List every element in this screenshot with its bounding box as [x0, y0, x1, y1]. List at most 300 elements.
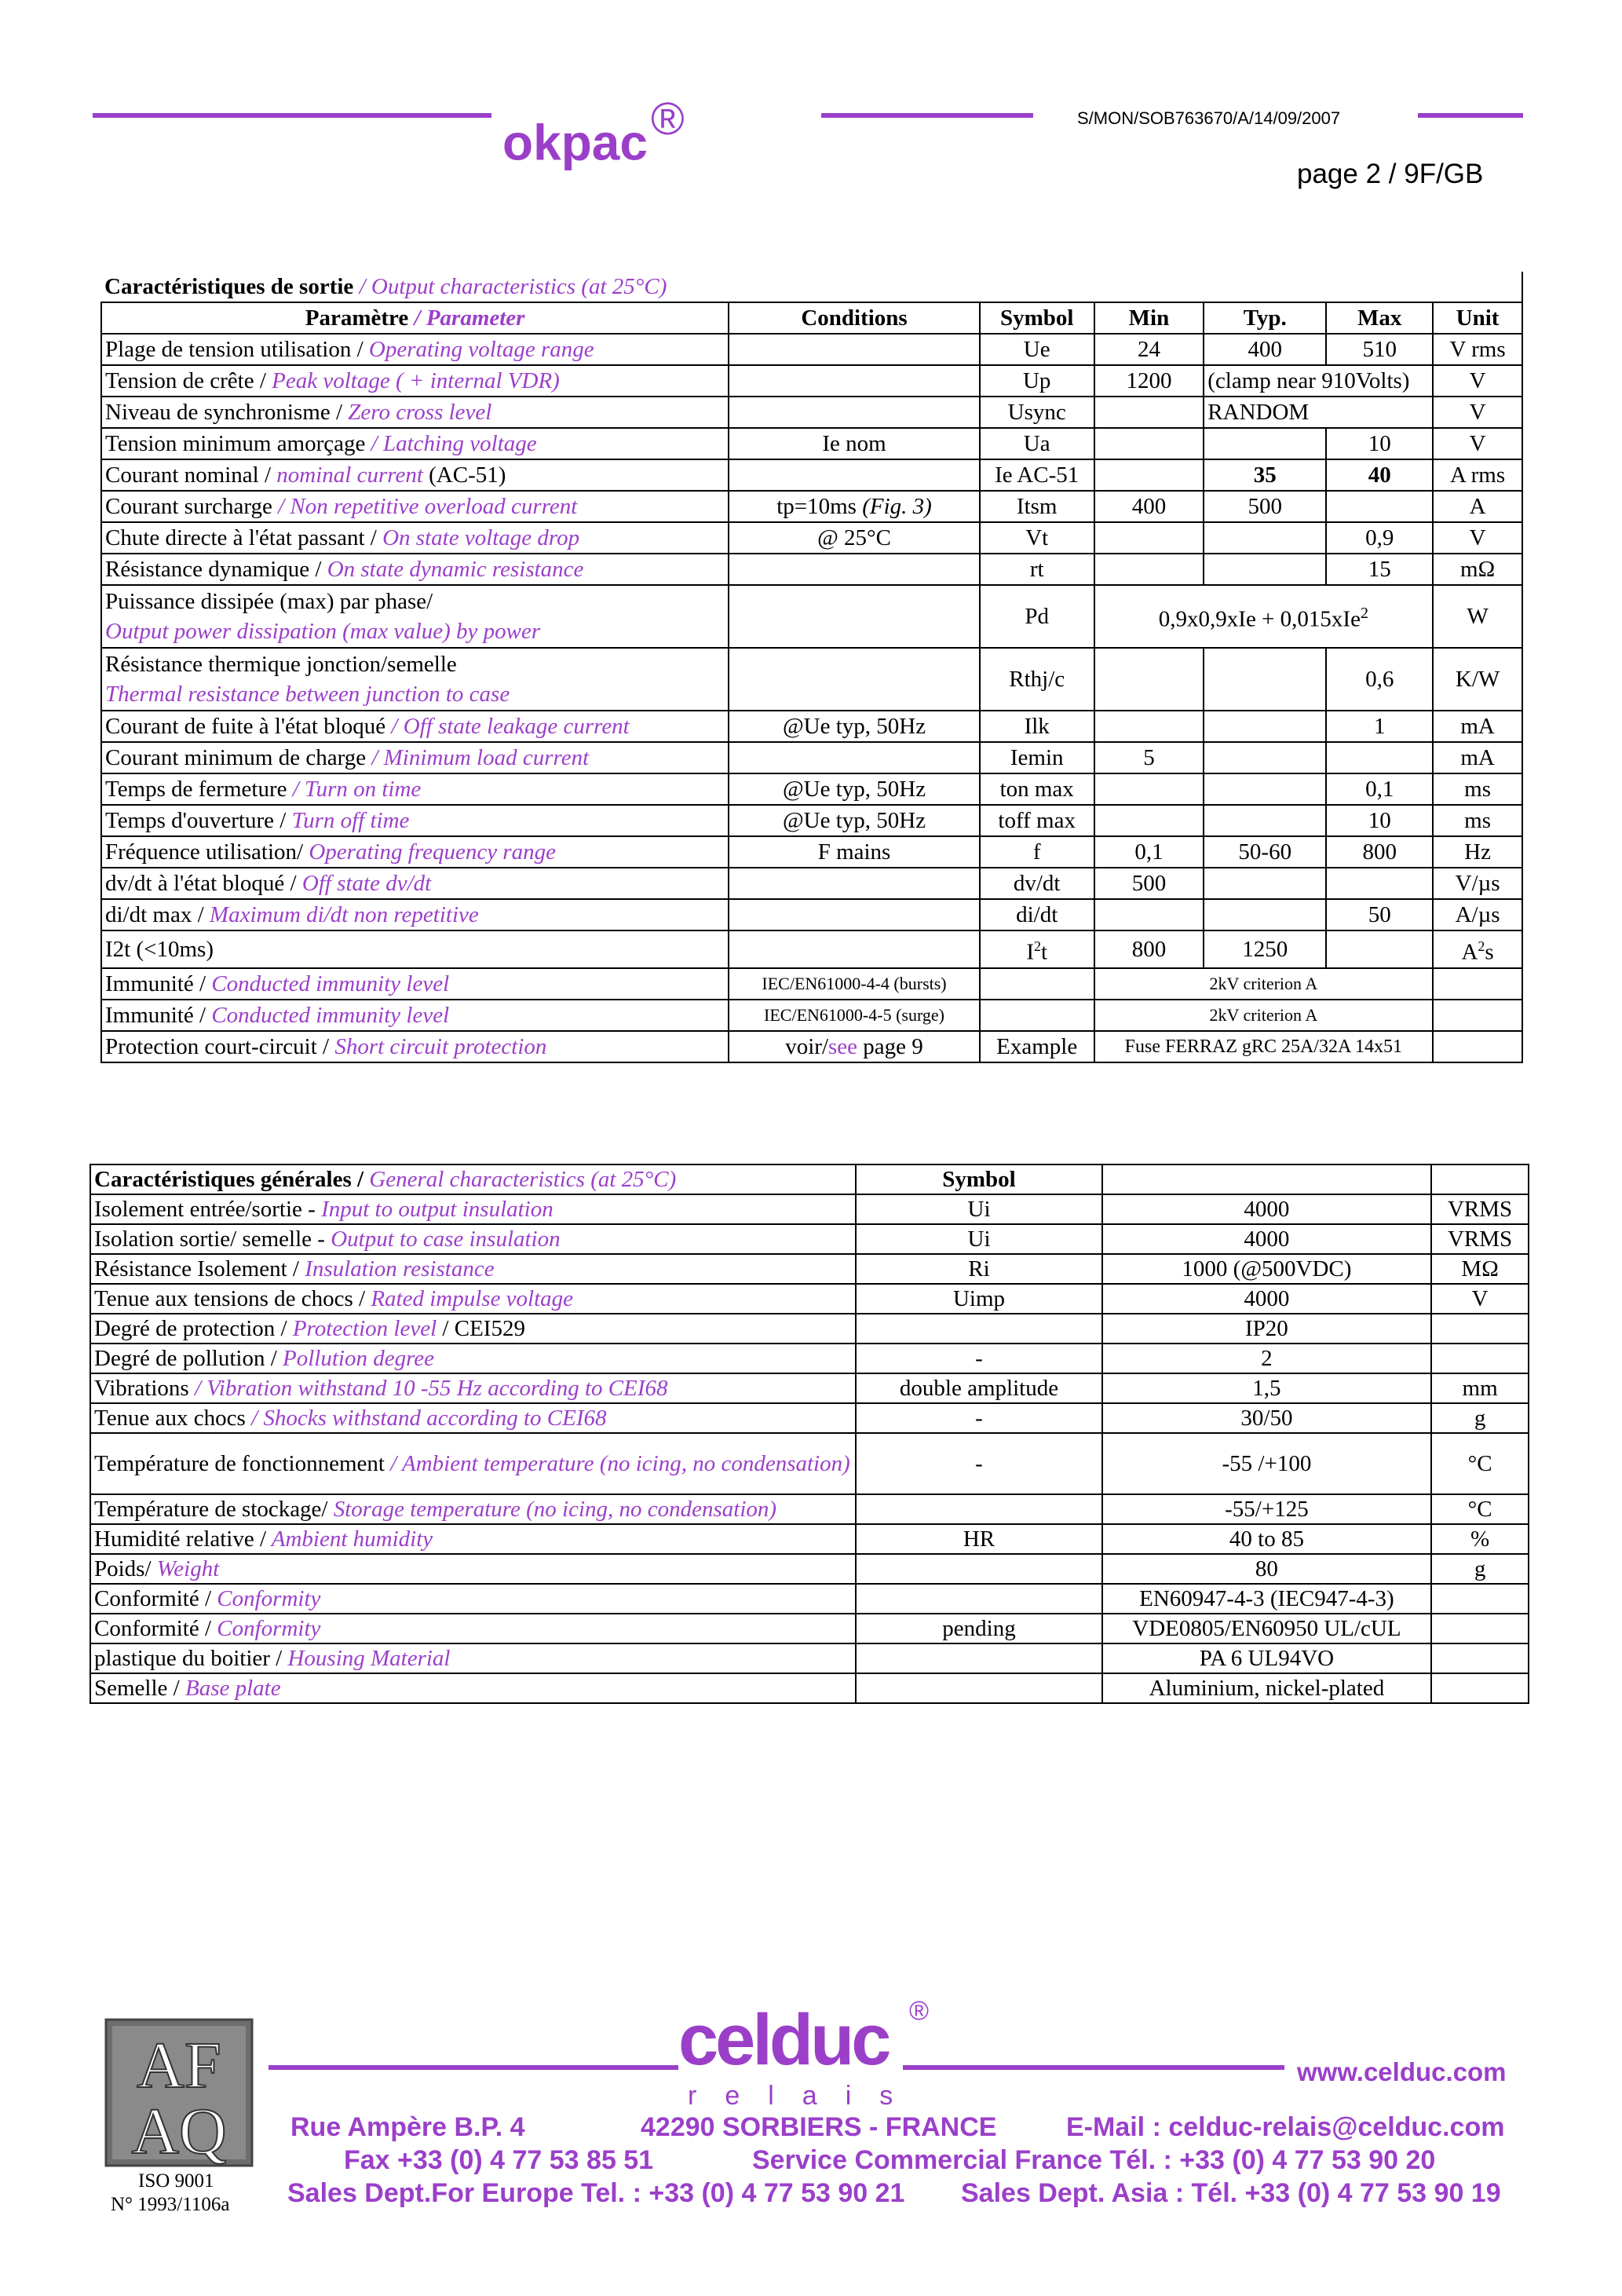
typ-cell: [1204, 428, 1326, 459]
output-title-fr: Caractéristiques de sortie: [104, 274, 354, 299]
symbol-value: Ie AC-51: [995, 462, 1080, 488]
min-cell: [1094, 742, 1204, 773]
symbol-cell: [980, 459, 1094, 491]
symbol-cell: [980, 585, 1094, 648]
merged-value-cell: [1094, 1031, 1434, 1062]
parameter-en: Conducted immunity level: [206, 1002, 450, 1028]
unit-cell: [1433, 554, 1522, 585]
min-value: 400: [1131, 494, 1167, 519]
unit-cell: [1433, 930, 1522, 968]
iso-number: N° 1993/1106a: [111, 2194, 230, 2215]
unit-value: A/µs: [1455, 902, 1500, 927]
parameter-en: Peak voltage ( + internal VDR): [265, 368, 560, 393]
general-value-cell: [1102, 1584, 1432, 1614]
parameter-en: / Minimum load current: [366, 745, 590, 770]
general-unit-cell: [1431, 1643, 1529, 1673]
typ-cell: [1204, 554, 1326, 585]
general-value-cell: [1102, 1314, 1432, 1344]
general-parameter-en: Insulation resistance: [298, 1256, 495, 1281]
unit-value: mΩ: [1460, 557, 1496, 582]
parameter-en: Off state dv/dt: [296, 871, 432, 896]
output-row: [101, 1000, 1522, 1031]
condition-value: IEC/EN61000-4-4 (bursts): [762, 973, 947, 993]
typ-cell: [1204, 930, 1326, 968]
symbol-value: rt: [1029, 557, 1044, 582]
parameter-en: / Non repetitive overload current: [272, 494, 578, 519]
general-value-cell: [1102, 1344, 1432, 1373]
typ-value: 50-60: [1238, 839, 1292, 865]
general-header-row: [90, 1164, 1529, 1194]
symbol-cell: [980, 968, 1094, 1000]
parameter-en: Turn off time: [286, 808, 410, 833]
general-symbol: Uimp: [952, 1286, 1006, 1311]
general-value: 40 to 85: [1229, 1526, 1304, 1552]
general-characteristics-table: [90, 1164, 1529, 1704]
output-header-row: [101, 302, 1522, 334]
parameter-fr: di/dt max /: [105, 902, 204, 927]
general-value-cell: [1102, 1524, 1432, 1554]
output-row: [101, 899, 1522, 930]
general-title-fr: Caractéristiques générales /: [94, 1167, 364, 1192]
general-parameter-fr: Degré de protection /: [94, 1316, 287, 1341]
general-parameter-cell: [90, 1643, 856, 1673]
typ-cell: [1204, 711, 1326, 742]
general-unit: V: [1471, 1286, 1489, 1311]
unit-cell: [1433, 899, 1522, 930]
parameter-cell: [101, 522, 729, 554]
condition-tail: page 9: [857, 1033, 923, 1059]
merged-value: 2kV criterion A: [1209, 973, 1318, 993]
unit-value: A: [1469, 494, 1486, 519]
conditions-cell: [729, 968, 980, 1000]
condition-value: tp=10ms: [776, 494, 857, 519]
symbol-value: Up: [1022, 368, 1051, 393]
condition-note: (Fig. 3): [856, 494, 932, 519]
conditions-cell: [729, 773, 980, 805]
symbol-value: Iemin: [1010, 745, 1064, 770]
merged-value: Fuse FERRAZ gRC 25A/32A 14x51: [1124, 1036, 1403, 1057]
parameter-fr: Temps d'ouverture /: [105, 808, 287, 833]
unit-value: V: [1469, 525, 1486, 550]
general-parameter-cell: [90, 1194, 856, 1224]
min-value: 500: [1131, 871, 1167, 896]
general-value: 4000: [1244, 1227, 1290, 1252]
max-cell: [1326, 899, 1433, 930]
general-symbol: Ui: [967, 1227, 991, 1252]
parameter-cell: [101, 459, 729, 491]
symbol-value: Ue: [1023, 337, 1050, 362]
max-cell: [1326, 428, 1433, 459]
unit-cell: [1433, 648, 1522, 711]
parameter-fr: Puissance dissipée (max) par phase/: [105, 589, 433, 614]
unit-cell: [1433, 459, 1522, 491]
footer-email[interactable]: E-Mail : celduc-relais@celduc.com: [1066, 2112, 1505, 2142]
min-cell: [1094, 554, 1204, 585]
general-symbol-cell: [856, 1433, 1101, 1494]
general-unit-cell: [1431, 1494, 1529, 1524]
general-header-symbol: Symbol: [856, 1164, 1101, 1194]
output-row: [101, 459, 1522, 491]
parameter-cell: [101, 868, 729, 899]
general-unit: mm: [1462, 1376, 1498, 1401]
condition-value: IEC/EN61000-4-5 (surge): [764, 1004, 944, 1025]
parameter-fr: Courant minimum de charge: [105, 745, 367, 770]
general-parameter-en: / Vibration withstand 10 -55 Hz according to CEI68: [188, 1376, 668, 1401]
max-value: 40: [1368, 462, 1391, 488]
unit-value: mA: [1460, 714, 1495, 739]
general-row: [90, 1344, 1529, 1373]
symbol-cell: [980, 397, 1094, 428]
general-value-cell: [1102, 1643, 1432, 1673]
max-cell: [1326, 491, 1433, 522]
general-title-en: General characteristics (at 25°C): [363, 1167, 677, 1192]
conditions-cell: [729, 742, 980, 773]
typ-value: RANDOM: [1207, 400, 1310, 425]
symbol-value: Pd: [1025, 604, 1049, 629]
conditions-cell: [729, 711, 980, 742]
symbol-cell: [980, 554, 1094, 585]
parameter-fr: Courant de fuite à l'état bloqué: [105, 714, 386, 739]
symbol-cell: [980, 930, 1094, 968]
footer-service-france: Service Commercial France Tél. : +33 (0) 4 77 53 90 20: [752, 2145, 1436, 2175]
afaq-top-letters: AF: [137, 2029, 221, 2102]
general-value: 80: [1255, 1556, 1278, 1581]
website-link[interactable]: www.celduc.com: [1297, 2057, 1507, 2086]
general-parameter-fr: Conformité /: [94, 1616, 212, 1641]
parameter-cell: [101, 805, 729, 836]
symbol-cell: [980, 428, 1094, 459]
min-value: 800: [1131, 936, 1167, 962]
max-value: 0,6: [1365, 667, 1394, 692]
general-value-cell: [1102, 1554, 1432, 1584]
general-row: [90, 1673, 1529, 1703]
general-parameter-fr: Température de fonctionnement: [94, 1451, 385, 1476]
general-unit: MΩ: [1461, 1256, 1499, 1281]
general-value: 4000: [1244, 1286, 1290, 1311]
min-cell: [1094, 522, 1204, 554]
general-parameter-fr: Tenue aux chocs: [94, 1406, 246, 1431]
general-symbol-cell: [856, 1284, 1101, 1314]
max-value: 0,1: [1365, 777, 1394, 802]
symbol-cell: [980, 522, 1094, 554]
general-value-cell: [1102, 1403, 1432, 1433]
min-cell: [1094, 397, 1204, 428]
general-parameter-en: Rated impulse voltage: [365, 1286, 574, 1311]
general-unit-cell: [1431, 1524, 1529, 1554]
general-value: IP20: [1245, 1316, 1288, 1341]
general-parameter-cell: [90, 1524, 856, 1554]
parameter-en: Zero cross level: [342, 400, 492, 425]
general-value-cell: [1102, 1433, 1432, 1494]
parameter-fr: Résistance dynamique /: [105, 557, 322, 582]
unit-value: K/W: [1455, 667, 1500, 692]
min-value: 0,1: [1134, 839, 1164, 865]
parameter-cell: [101, 334, 729, 365]
general-unit-cell: [1431, 1584, 1529, 1614]
output-row: [101, 805, 1522, 836]
symbol-value: Ua: [1023, 431, 1050, 456]
conditions-cell: [729, 1031, 980, 1062]
unit-cell: [1433, 742, 1522, 773]
parameter-fr: dv/dt à l'état bloqué /: [105, 871, 297, 896]
general-parameter-fr: Humidité relative /: [94, 1526, 267, 1552]
general-value: PA 6 UL94VO: [1199, 1646, 1335, 1671]
general-row: [90, 1584, 1529, 1614]
general-symbol-cell: [856, 1494, 1101, 1524]
celduc-logo: celduc: [678, 2000, 889, 2080]
general-unit: °C: [1467, 1451, 1492, 1476]
parameter-en: Conducted immunity level: [206, 971, 450, 996]
formula-value: 0,9x0,9xIe + 0,015xIe: [1158, 606, 1361, 632]
general-parameter-en: Conformity: [211, 1586, 321, 1611]
unit-value: A rms: [1450, 462, 1506, 488]
output-row: [101, 648, 1522, 711]
typ-cell: [1204, 899, 1326, 930]
unit-cell: [1433, 868, 1522, 899]
general-value-cell: [1102, 1614, 1432, 1643]
symbol-value: dv/dt: [1013, 871, 1061, 896]
general-unit-cell: [1431, 1403, 1529, 1433]
parameter-cell: [101, 1000, 729, 1031]
general-unit: g: [1474, 1406, 1486, 1431]
typ-cell: [1204, 334, 1326, 365]
general-parameter-cell: [90, 1554, 856, 1584]
parameter-en: nominal current: [271, 462, 423, 488]
typ-cell: [1204, 805, 1326, 836]
symbol-cell: [980, 1000, 1094, 1031]
unit-cell: [1433, 1031, 1522, 1062]
general-unit-cell: [1431, 1284, 1529, 1314]
conditions-cell: [729, 868, 980, 899]
conditions-cell: [729, 334, 980, 365]
unit-value: V: [1469, 400, 1486, 425]
general-row: [90, 1224, 1529, 1254]
merged-value: 2kV criterion A: [1209, 1004, 1318, 1025]
general-value: VDE0805/EN60950 UL/cUL: [1132, 1616, 1401, 1641]
typ-cell: [1204, 491, 1326, 522]
typ-value: 35: [1253, 462, 1277, 488]
general-parameter-fr: Semelle /: [94, 1676, 180, 1701]
conditions-cell: [729, 365, 980, 397]
general-parameter-fr: Vibrations: [94, 1376, 189, 1401]
symbol-value: Rthj/c: [1009, 667, 1065, 692]
general-symbol-cell: [856, 1224, 1101, 1254]
footer-city: 42290 SORBIERS - FRANCE: [641, 2112, 997, 2142]
conditions-cell: [729, 648, 980, 711]
typ-value: 1250: [1242, 936, 1288, 962]
general-unit-cell: [1431, 1344, 1529, 1373]
parameter-cell: [101, 1031, 729, 1062]
max-value: 10: [1368, 808, 1391, 833]
parameter-en: Short circuit protection: [329, 1033, 547, 1059]
symbol-tail: t: [1040, 939, 1048, 965]
min-cell: [1094, 868, 1204, 899]
min-cell: [1094, 930, 1204, 968]
min-cell: [1094, 773, 1204, 805]
min-cell: [1094, 459, 1204, 491]
general-parameter-en: Conformity: [211, 1616, 321, 1641]
condition-value: @Ue typ, 50Hz: [782, 714, 926, 739]
parameter-cell: [101, 711, 729, 742]
parameter-fr: Courant nominal /: [105, 462, 272, 488]
general-row: [90, 1403, 1529, 1433]
general-symbol-cell: [856, 1254, 1101, 1284]
min-value: 24: [1137, 337, 1160, 362]
min-cell: [1094, 365, 1204, 397]
general-symbol: HR: [963, 1526, 995, 1552]
header-parameter-fr: Paramètre: [305, 305, 409, 331]
unit-tail: s: [1485, 939, 1494, 965]
general-parameter-en: Pollution degree: [276, 1346, 435, 1371]
conditions-cell: [729, 554, 980, 585]
general-parameter-cell: [90, 1494, 856, 1524]
conditions-cell: [729, 491, 980, 522]
max-cell: [1326, 836, 1433, 868]
symbol-value: Itsm: [1016, 494, 1058, 519]
parameter-fr: Chute directe à l'état passant /: [105, 525, 377, 550]
page-number: page 2 / 9F/GB: [1297, 159, 1484, 189]
condition-en: see: [828, 1033, 858, 1059]
parameter-fr: I2t (<10ms): [105, 936, 214, 962]
header-max: Max: [1326, 302, 1433, 334]
unit-cell: [1433, 805, 1522, 836]
general-parameter-fr: plastique du boitier /: [94, 1646, 283, 1671]
conditions-cell: [729, 428, 980, 459]
header-parameter-en: / Parameter: [414, 305, 525, 331]
typ-cell: [1204, 522, 1326, 554]
max-value: 50: [1368, 902, 1391, 927]
parameter-fr-suffix: (AC-51): [422, 462, 506, 488]
typ-cell: [1204, 773, 1326, 805]
general-parameter-cell: [90, 1584, 856, 1614]
typ-value: 500: [1248, 494, 1282, 519]
symbol-cell: [980, 491, 1094, 522]
symbol-cell: [980, 711, 1094, 742]
typ-value: (clamp near 910Volts): [1207, 368, 1410, 393]
general-unit-cell: [1431, 1433, 1529, 1494]
general-parameter-en: Protection level: [287, 1316, 437, 1341]
general-parameter-en: Ambient humidity: [266, 1526, 433, 1552]
general-parameter-cell: [90, 1403, 856, 1433]
output-row: [101, 554, 1522, 585]
general-unit-cell: [1431, 1673, 1529, 1703]
general-symbol-cell: [856, 1194, 1101, 1224]
header-rule-right: [1418, 113, 1523, 118]
min-cell: [1094, 899, 1204, 930]
parameter-cell: [101, 491, 729, 522]
general-unit-cell: [1431, 1373, 1529, 1403]
parameter-fr: Niveau de synchronisme /: [105, 400, 343, 425]
general-value-cell: [1102, 1284, 1432, 1314]
unit-value: V/µs: [1455, 871, 1500, 896]
conditions-cell: [729, 1000, 980, 1031]
parameter-fr: Courant surcharge: [105, 494, 272, 519]
typ-cell: [1204, 648, 1326, 711]
unit-cell: [1433, 836, 1522, 868]
general-unit: %: [1470, 1526, 1490, 1552]
unit-cell: [1433, 428, 1522, 459]
symbol-value: toff max: [998, 808, 1076, 833]
unit-cell: [1433, 773, 1522, 805]
output-row: [101, 397, 1522, 428]
general-row: [90, 1494, 1529, 1524]
output-row: [101, 742, 1522, 773]
max-cell: [1326, 805, 1433, 836]
unit-value: V: [1469, 368, 1486, 393]
symbol-cell: [980, 365, 1094, 397]
general-symbol-cell: [856, 1403, 1101, 1433]
condition-value: @ 25°C: [817, 525, 891, 550]
general-parameter-en: Housing Material: [282, 1646, 451, 1671]
typ-cell: [1204, 365, 1433, 397]
general-parameter-cell: [90, 1224, 856, 1254]
relais-subtitle: relais: [688, 2081, 922, 2111]
max-cell: [1326, 648, 1433, 711]
max-cell: [1326, 711, 1433, 742]
output-row: [101, 428, 1522, 459]
parameter-cell: [101, 554, 729, 585]
unit-cell: [1433, 711, 1522, 742]
conditions-cell: [729, 522, 980, 554]
symbol-value: f: [1032, 839, 1041, 865]
parameter-fr: Tension de crête /: [105, 368, 266, 393]
footer-rule-right: [903, 2065, 1284, 2070]
symbol-cell: [980, 836, 1094, 868]
general-symbol: pending: [942, 1616, 1016, 1641]
general-symbol-cell: [856, 1314, 1101, 1344]
unit-cell: [1433, 397, 1522, 428]
unit-value: mA: [1460, 745, 1495, 770]
header-unit: Unit: [1433, 302, 1522, 334]
general-parameter-en: / Shocks withstand according to CEI68: [245, 1406, 607, 1431]
condition-value: voir/: [785, 1033, 829, 1059]
parameter-en: / Off state leakage current: [385, 714, 630, 739]
general-value: 1,5: [1252, 1376, 1281, 1401]
unit-value: ms: [1464, 808, 1491, 833]
general-value-cell: [1102, 1494, 1432, 1524]
unit-value: ms: [1464, 777, 1491, 802]
general-parameter-cell: [90, 1314, 856, 1344]
min-cell: [1094, 805, 1204, 836]
parameter-cell: [101, 397, 729, 428]
unit-value: V: [1469, 431, 1486, 456]
min-cell: [1094, 491, 1204, 522]
symbol-value: Example: [996, 1033, 1078, 1059]
conditions-cell: [729, 805, 980, 836]
unit-value: V rms: [1449, 337, 1506, 362]
general-parameter-en: Weight: [151, 1556, 220, 1581]
general-unit-cell: [1431, 1224, 1529, 1254]
parameter-en: Output power dissipation (max value) by power: [105, 619, 541, 644]
typ-cell: [1204, 459, 1326, 491]
general-unit: g: [1474, 1556, 1486, 1581]
min-cell: [1094, 711, 1204, 742]
general-row: [90, 1643, 1529, 1673]
parameter-cell: [101, 930, 729, 968]
general-symbol: double amplitude: [899, 1376, 1059, 1401]
parameter-en: Maximum di/dt non repetitive: [203, 902, 479, 927]
parameter-en: / Turn on time: [287, 777, 422, 802]
parameter-cell: [101, 428, 729, 459]
parameter-fr: Immunité /: [105, 1002, 206, 1028]
general-parameter-fr: Isolation sortie/ semelle -: [94, 1227, 325, 1252]
output-row: [101, 968, 1522, 1000]
general-value-cell: [1102, 1254, 1432, 1284]
parameter-cell: [101, 585, 729, 648]
output-row: [101, 836, 1522, 868]
conditions-cell: [729, 397, 980, 428]
symbol-value: di/dt: [1016, 902, 1058, 927]
